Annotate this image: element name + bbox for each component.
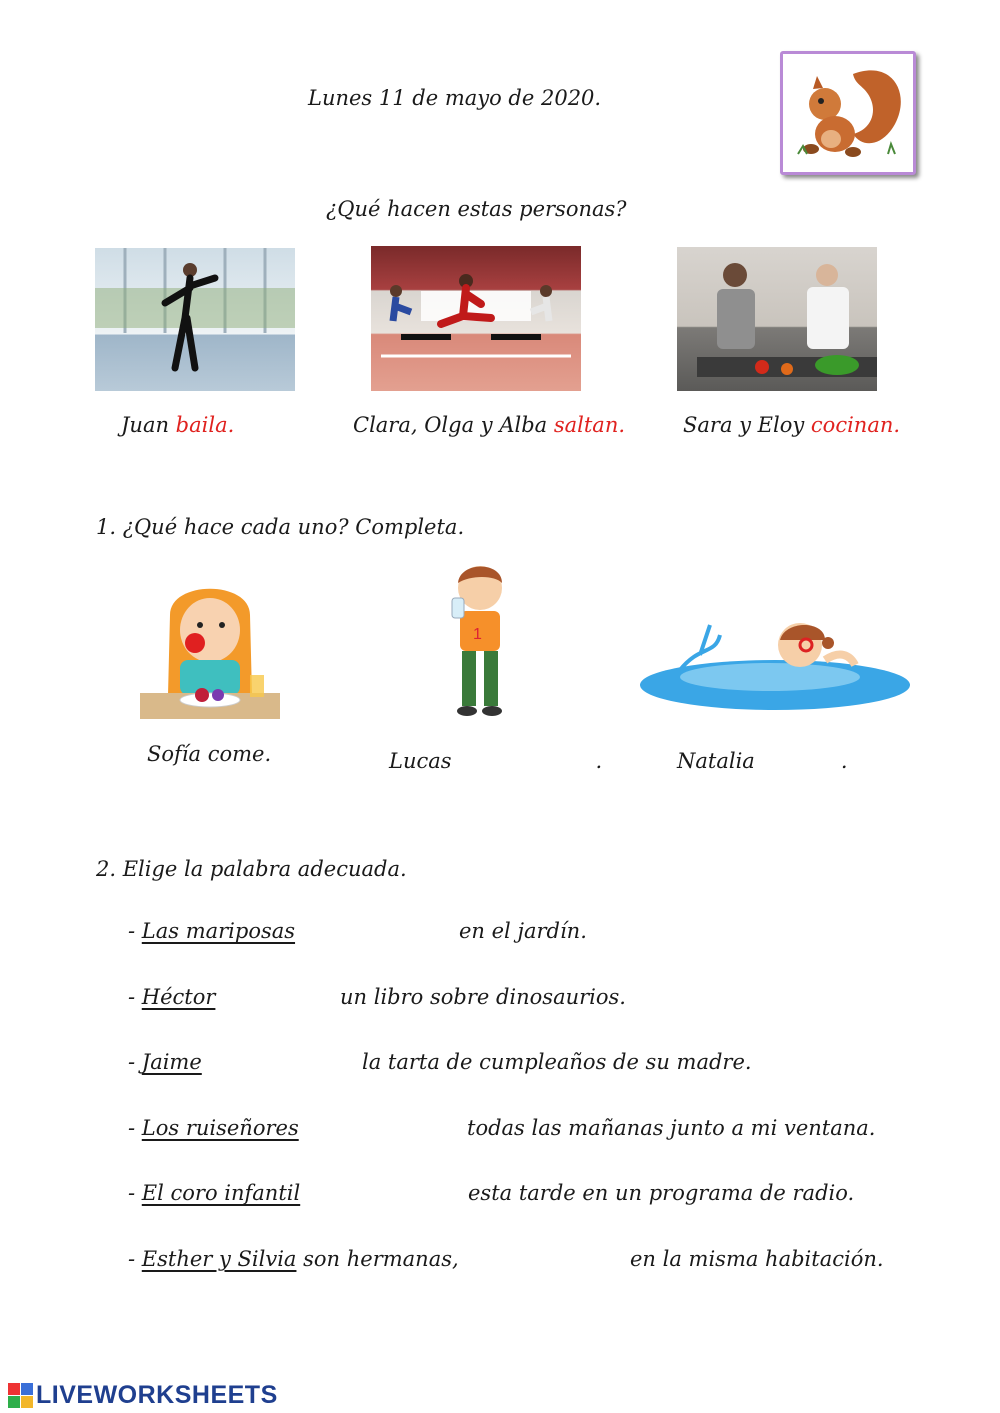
svg-text:1: 1 bbox=[473, 626, 482, 643]
answer-blank-4[interactable] bbox=[310, 1116, 458, 1142]
sentence-subject: El coro infantil bbox=[141, 1181, 301, 1205]
example-subject: Clara, Olga y Alba bbox=[353, 413, 554, 437]
hurdles-photo bbox=[371, 246, 581, 391]
exercise1-item-lucas: Lucas . bbox=[389, 742, 602, 773]
date-line: Lunes 11 de mayo de 2020. bbox=[308, 86, 602, 110]
example-caption-3: Sara y Eloy cocinan. bbox=[683, 413, 901, 437]
girl-eating-picture bbox=[140, 575, 280, 720]
sentence-subject: Jaime bbox=[141, 1050, 202, 1074]
sentence-subject: Las mariposas bbox=[141, 919, 296, 943]
squirrel-icon bbox=[783, 54, 913, 172]
answer-blank-1[interactable] bbox=[310, 919, 450, 945]
liveworksheets-logo-icon bbox=[8, 1383, 34, 1409]
exercise2-sentence-4-rest: todas las mañanas junto a mi ventana. bbox=[467, 1116, 876, 1140]
exercise2-sentence-3: - Jaime bbox=[128, 1050, 202, 1074]
cooks-photo bbox=[677, 247, 877, 391]
intro-question: ¿Qué hacen estas personas? bbox=[326, 197, 627, 221]
answer-blank-2[interactable] bbox=[220, 985, 332, 1011]
boy-drinking-picture bbox=[440, 563, 520, 718]
answer-blank-lucas[interactable] bbox=[452, 742, 596, 768]
exercise2-sentence-2-rest: un libro sobre dinosaurios. bbox=[340, 985, 626, 1009]
sentence-subject: Los ruiseñores bbox=[141, 1116, 299, 1140]
exercise2-sentence-6-rest: en la misma habitación. bbox=[630, 1247, 884, 1271]
girl-swimming-icon bbox=[640, 615, 915, 715]
girl-swimming-picture bbox=[640, 615, 915, 715]
exercise2-sentence-6: - Esther y Silvia son hermanas, bbox=[128, 1247, 459, 1271]
boy-drinking-icon bbox=[440, 563, 520, 718]
squirrel-card bbox=[780, 51, 916, 175]
answer-blank-5[interactable] bbox=[320, 1181, 460, 1207]
example-verb: saltan bbox=[553, 413, 619, 437]
exercise2-sentence-5-rest: esta tarde en un programa de radio. bbox=[468, 1181, 855, 1205]
exercise2-sentence-1-rest: en el jardín. bbox=[459, 919, 587, 943]
dancer-photo bbox=[95, 248, 295, 391]
answer-blank-natalia[interactable] bbox=[755, 742, 841, 768]
example-caption-1: Juan baila. bbox=[121, 413, 235, 437]
example-subject: Sara y Eloy bbox=[683, 413, 811, 437]
example-caption-2: Clara, Olga y Alba saltan. bbox=[353, 413, 626, 437]
answer-blank-3[interactable] bbox=[220, 1050, 354, 1076]
exercise2-sentence-1: - Las mariposas bbox=[128, 919, 296, 943]
brand-name: LIVEWORKSHEETS bbox=[36, 1381, 278, 1409]
exercise2-sentence-5: - El coro infantil bbox=[128, 1181, 301, 1205]
exercise2-sentence-3-rest: la tarta de cumpleaños de su madre. bbox=[362, 1050, 752, 1074]
sentence-subject: Esther y Silvia bbox=[141, 1247, 297, 1271]
exercise2-sentence-2: - Héctor bbox=[128, 985, 216, 1009]
example-subject: Juan bbox=[121, 413, 176, 437]
exercise1-item-natalia: Natalia . bbox=[677, 742, 848, 773]
sentence-subject: Héctor bbox=[141, 985, 216, 1009]
exercise2-sentence-4: - Los ruiseñores bbox=[128, 1116, 299, 1140]
answer-blank-6[interactable] bbox=[480, 1247, 620, 1273]
example-verb: cocinan bbox=[810, 413, 894, 437]
girl-eating-icon bbox=[140, 575, 280, 720]
exercise1-item-sofia: Sofía come. bbox=[147, 742, 272, 766]
exercise2-title: 2. Elige la palabra adecuada. bbox=[96, 857, 407, 881]
exercise1-title: 1. ¿Qué hace cada uno? Completa. bbox=[96, 515, 465, 539]
example-verb: baila bbox=[175, 413, 228, 437]
